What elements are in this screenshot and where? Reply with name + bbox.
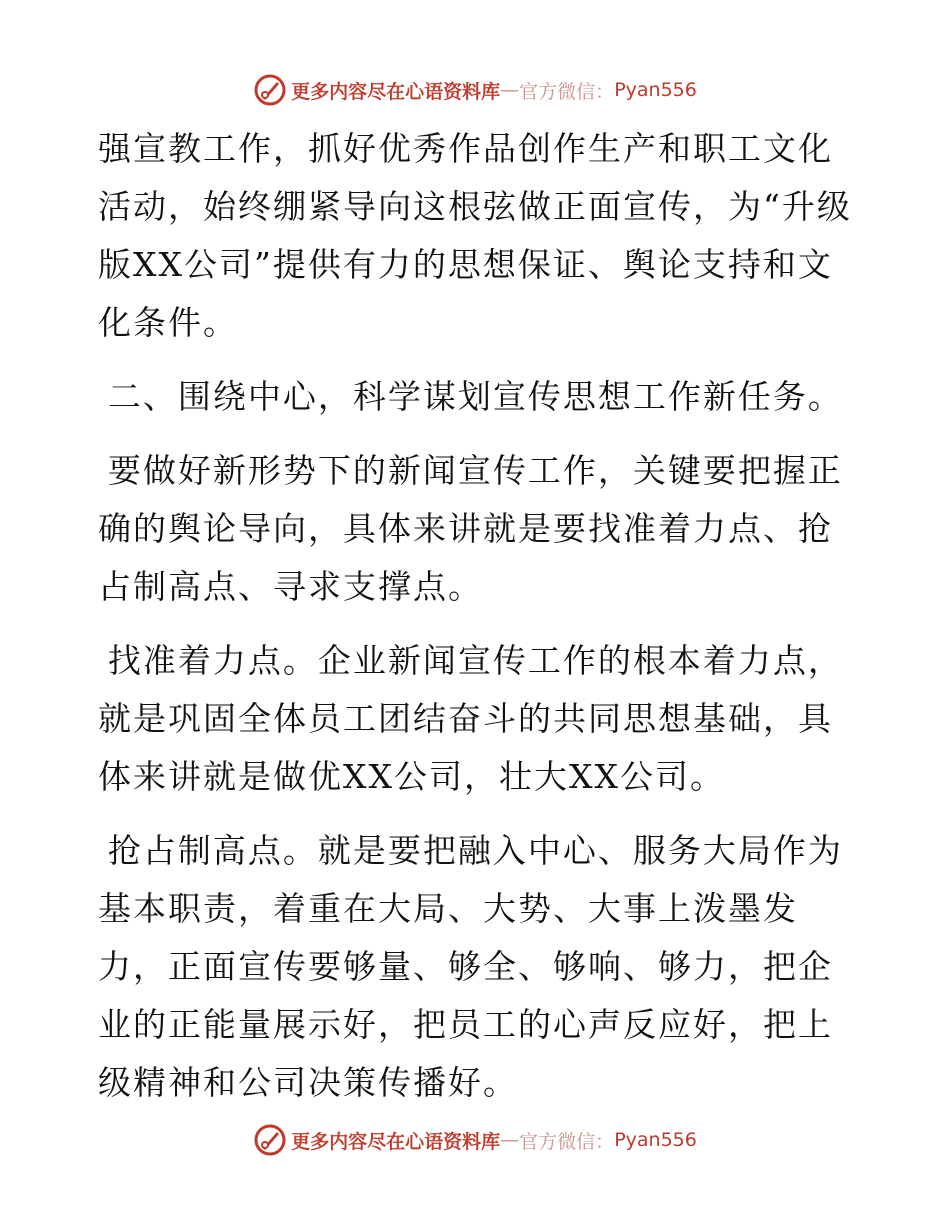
watermark-main-text: 更多内容尽在心语资料库 [291,80,501,103]
paragraph-2: 要做好新形势下的新闻宣传工作，关键要把握正确的舆论导向，具体来讲就是要找准着力点、抢占制高点、寻求支撑点。 [98,451,843,606]
watermark-main-text: 更多内容尽在心语资料库 [291,1130,501,1153]
watermark-official-label: 官方微信： [519,80,615,103]
quill-logo-icon [253,1123,287,1157]
quill-logo-icon [253,73,287,107]
watermark-dash: — [500,1129,520,1151]
watermark-wechat-id: Pyan556 [614,79,697,101]
watermark-dash: — [500,79,520,101]
watermark-official-label: 官方微信： [519,1130,615,1153]
paragraph-3: 找准着力点。企业新闻宣传工作的根本着力点，就是巩固全体员工团结奋斗的共同思想基础，具体来讲就是做优XX公司，壮大XX公司。 [98,641,843,796]
header-watermark [0,70,950,110]
document-body [98,120,858,1128]
paragraph-4: 抢占制高点。就是要把融入中心、服务大局作为基本职责，着重在大局、大势、大事上泼墨发力，正面宣传要够量、够全、够响、够力，把企业的正能量展示好，把员工的心声反应好，把上级精神和公司决策传播好。 [98,831,843,1102]
watermark-wechat-id: Pyan556 [614,1129,697,1151]
paragraph-1: 强宣教工作，抓好优秀作品创作生产和职工文化活动，始终绷紧导向这根弦做正面宣传，为“升级版XX公司”提供有力的思想保证、舆论支持和文化条件。 [98,129,852,342]
footer-watermark [0,1120,950,1160]
section-heading: 二、围绕中心，科学谋划宣传思想工作新任务。 [107,377,843,416]
